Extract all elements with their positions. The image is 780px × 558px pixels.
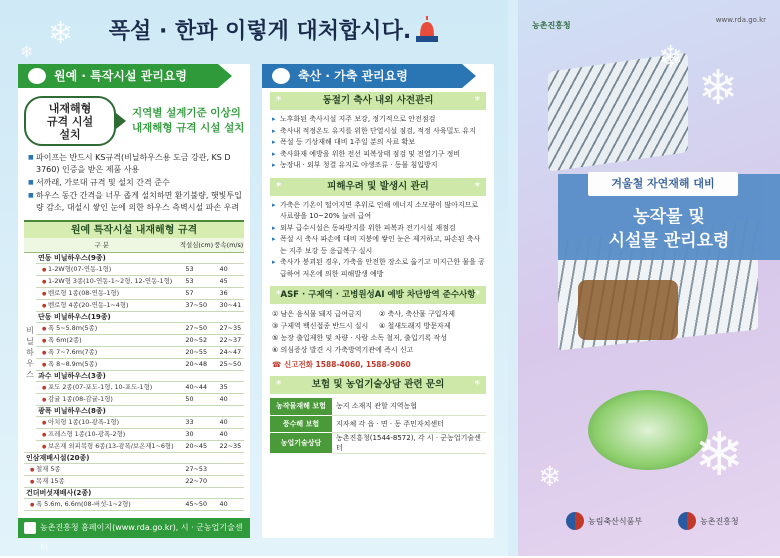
box-title-text: 동절기 축사 내외 사전관리: [322, 95, 434, 106]
cell-snow: [179, 452, 213, 463]
table-row: [24, 346, 244, 358]
government-emblem-icon: [678, 512, 696, 530]
table-row: [24, 428, 244, 440]
rda-org-logo: [678, 512, 739, 530]
table-row: [24, 416, 244, 428]
hotline: [272, 358, 486, 372]
website-url: www.rda.go.kr: [715, 16, 766, 24]
table-row: [24, 334, 244, 346]
cover-ribbon: 겨울철 자연재해 대비: [588, 172, 738, 196]
cell-label: [36, 346, 179, 358]
cell-label: [36, 334, 179, 346]
row-label: ● 폭 5.6m, 6.6m(08-버섯-1~2형): [26, 500, 131, 508]
row-label: ● 폭 8~8.9m(5종): [38, 360, 97, 368]
table-row: [24, 358, 244, 370]
cell-label: [36, 370, 179, 381]
table-header-row: [24, 238, 244, 252]
cell-snow: 20~45: [179, 440, 213, 452]
callout-text: 지역별 설계기준 이상의 내재해형 규격 시설 설치: [132, 107, 245, 134]
asterisk-icon: *: [276, 180, 282, 192]
livestock-panel: [262, 64, 494, 538]
contact-key: 농업기술상담: [270, 432, 332, 453]
cell-snow: 27~50: [179, 322, 213, 334]
box-title: [270, 178, 486, 196]
asterisk-icon: *: [276, 289, 282, 300]
vertical-label: 비 닐 하 우 스: [24, 252, 36, 452]
cell-label: [36, 440, 179, 452]
hotline-text: 신고전화 1588-4060, 1588-9060: [283, 360, 411, 369]
list-item: ⑥ 의심증상 발견 시 가축방역기관에 즉시 신고: [272, 346, 414, 354]
cell-wind: 40: [214, 263, 244, 275]
cell-label: [36, 287, 179, 299]
snowflake-icon: ❄: [658, 40, 684, 75]
box-title-text: 피해우려 및 발생시 관리: [327, 180, 429, 192]
cell-label: [36, 405, 179, 416]
row-label: ● 프레스형 1종(10-광폭-2형): [38, 430, 125, 438]
row-label: ● 감귤 1종(08-감귤-1형): [38, 395, 113, 403]
cell-snow: 33: [179, 416, 213, 428]
table-row: [24, 381, 244, 393]
table-row: [24, 370, 244, 381]
table-row: [24, 440, 244, 452]
cell-label: [36, 393, 179, 405]
table-row: [24, 252, 244, 263]
cell-wind: 27~35: [214, 322, 244, 334]
snowflake-icon: ❄: [538, 460, 562, 493]
list-item: ■ 파이프는 반드시 KS규격(비닐하우스용 도금 강관, KS D 3760) 인증을 받은 제품 사용: [28, 152, 244, 176]
cell-snow: 53: [179, 275, 213, 287]
org-name: 농촌진흥청: [700, 516, 739, 526]
box-title-text: ASF · 구제역 · 고병원성AI 예방 차단방역 준수사항: [280, 290, 476, 300]
cell-label: [36, 428, 179, 440]
cover-banner: [558, 174, 780, 260]
cell-wind: [214, 452, 244, 463]
list-item: ④ 철새도래지 방문자제: [379, 322, 451, 330]
siren-icon: [412, 16, 442, 44]
asterisk-icon: *: [474, 379, 480, 390]
cell-wind: 22~37: [214, 334, 244, 346]
cell-snow: 37~50: [179, 299, 213, 311]
table-row: [270, 432, 486, 453]
cell-label: [24, 498, 179, 510]
cell-snow: 45~50: [179, 498, 213, 510]
table-row: [24, 275, 244, 287]
list-item: ■ 서까래, 가로대 규격 및 설치 간격 준수: [28, 177, 244, 189]
contact-table: [270, 398, 486, 454]
cell-wind: 25~50: [214, 358, 244, 370]
cow-icon: [272, 68, 290, 84]
cell-wind: [214, 252, 244, 263]
cell-wind: [214, 463, 244, 475]
cell-label: [36, 311, 179, 322]
cell-label: [24, 487, 179, 498]
cell-snow: 22~70: [179, 475, 213, 487]
cell-snow: 27~53: [179, 463, 213, 475]
snowflake-icon: ❄: [694, 420, 745, 490]
cell-snow: 50: [179, 393, 213, 405]
cabbage-photo: [588, 390, 708, 470]
footer-text: 농촌진흥청 홈페이지(www.rda.go.kr), 시 · 군농업기술센터: [40, 523, 243, 552]
spec-table: [24, 238, 244, 511]
table-row: [24, 487, 244, 498]
cell-label: [24, 452, 179, 463]
row-label: 광폭 비닐하우스(8종): [38, 406, 106, 415]
cell-snow: [179, 370, 213, 381]
row-label: ● 벤로형 1종(08-연동-1형): [38, 289, 119, 297]
arrow-icon: [462, 64, 476, 88]
col-header: 적설심(cm): [179, 238, 213, 252]
list-item: ▸ 노후화된 축사시설 지주 보강, 정기적으로 안전점검: [272, 114, 486, 126]
cell-wind: [214, 311, 244, 322]
list-item: ▸ 축사가 붕괴된 경우, 가축을 안전한 장소로 옮기고 미지근한 물을 공급하여 저온에 의한 피해발생 예방: [272, 257, 486, 280]
section-title: 축산 · 가축 관리요령: [262, 64, 462, 88]
snowflake-icon: ❄: [698, 60, 739, 116]
asterisk-icon: *: [474, 289, 480, 300]
cover-title-line2: 시설물 관리요령: [608, 231, 730, 251]
horticulture-section-header: [18, 64, 250, 88]
row-label: ● 아치형 1종(10-광폭-1형): [38, 418, 119, 426]
cell-label: [36, 358, 179, 370]
footer-contact: [18, 518, 250, 552]
table-row: [24, 299, 244, 311]
cell-snow: [179, 252, 213, 263]
arrow-right-icon: [116, 113, 126, 129]
rda-logo-icon: [24, 522, 36, 534]
cell-label: [36, 381, 179, 393]
asterisk-icon: *: [474, 180, 480, 192]
cell-snow: [179, 311, 213, 322]
cell-label: [36, 275, 179, 287]
cell-snow: 20~55: [179, 346, 213, 358]
list-item: ⑤ 농장 출입제한 및 차량 · 사람 소독 철저, 출입기록 작성: [272, 334, 447, 342]
row-label: ● 1-2W형 3종(10-연동-1~2형, 12-연동-1형): [38, 277, 172, 285]
row-label: 과수 비닐하우스(3종): [38, 371, 106, 380]
asterisk-icon: *: [276, 95, 282, 106]
arrow-icon: [218, 64, 232, 88]
table-row: [270, 398, 486, 415]
cell-label: [24, 463, 179, 475]
damage-list: [262, 196, 494, 283]
phone-icon: ☎: [272, 360, 284, 369]
contact-key: 농작물재해 보험: [270, 398, 332, 415]
quarantine-grid: [262, 304, 494, 356]
list-item: ▸ 폭설 등 기상재해 대비 1주일 분의 사료 확보: [272, 137, 486, 149]
cover-panel: [518, 0, 780, 556]
cell-snow: 57: [179, 287, 213, 299]
cell-label: [24, 475, 179, 487]
list-item: ▸ 가축은 기온이 떨어지면 추위로 인해 에너지 소모량이 많아지므로 사료량을 10~20% 늘려 급여: [272, 200, 486, 223]
cell-snow: [179, 487, 213, 498]
cell-snow: 53: [179, 263, 213, 275]
cell-wind: 30~41: [214, 299, 244, 311]
table-row: [24, 498, 244, 510]
asterisk-icon: *: [474, 95, 480, 106]
callout-box-text: 내재해형 규격 시설 설치: [46, 101, 94, 141]
section-title: 원예 · 특작시설 관리요령: [18, 64, 218, 88]
cell-label: [36, 263, 179, 275]
box-title-text: 보험 및 농업기술상담 관련 문의: [311, 379, 445, 390]
callout: [24, 96, 246, 146]
list-item: ▸ 폭설 시 축사 파손에 대비 지붕에 쌓인 눈은 제거하고, 파손된 축사는 지주 보강 등 응급복구 실시: [272, 234, 486, 257]
livestock-section-header: [262, 64, 494, 88]
box-title: [270, 376, 486, 394]
cell-wind: [214, 370, 244, 381]
cell-wind: 36: [214, 287, 244, 299]
contact-value: 농촌진흥청(1544-8572), 각 시 · 군농업기술센터: [332, 432, 486, 453]
contact-value: 지자체 각 읍 · 면 · 동 주민자치센터: [332, 415, 486, 432]
contact-key: 풍수해 보험: [270, 415, 332, 432]
page-title: 폭설 · 한파 이렇게 대처합시다.: [108, 19, 412, 44]
ministry-logo: [566, 512, 642, 530]
cell-wind: 35: [214, 381, 244, 393]
list-item: ■ 하우스 동간 간격을 너무 좁게 설치하면 환기불량, 햇빛투입량 감소, 대설시 쌓인 눈에 의한 하우스 측벽시설 파손 우려: [28, 190, 244, 214]
cattle-photo: [578, 280, 678, 340]
precaution-list: [262, 110, 494, 174]
spec-table-body: [24, 252, 244, 510]
cell-snow: 20~48: [179, 358, 213, 370]
cell-snow: [179, 405, 213, 416]
row-label: ● 폭 5~5.8m(5종): [38, 324, 97, 332]
horticulture-bullets: [18, 152, 250, 214]
list-item: ▸ 축사내 적정온도 유지를 위한 단열시설 점검, 적정 사육밀도 유지: [272, 126, 486, 138]
list-item: ③ 구제역 백신접종 반드시 실시: [272, 322, 369, 330]
row-label: ● 폭 6m(2종): [38, 336, 82, 344]
snowflake-icon: ❄: [48, 16, 74, 51]
cell-label: [36, 416, 179, 428]
cell-wind: 40: [214, 498, 244, 510]
list-item: ▸ 외부 급수시설은 동파방지를 위한 피복과 전기시설 재점검: [272, 223, 486, 235]
col-header: 풍속(m/s): [214, 238, 244, 252]
list-item: ① 남은 음식물 돼지 급여금지: [272, 310, 362, 318]
horticulture-panel: [18, 64, 250, 552]
list-item: ▸ 축사화재 예방을 위한 전선 피복상태 점검 및 전열기구 정비: [272, 149, 486, 161]
table-title: 원예 특작시설 내재해형 규격: [24, 220, 244, 238]
cell-wind: 40: [214, 428, 244, 440]
globe-icon: [28, 68, 46, 84]
cell-snow: 20~52: [179, 334, 213, 346]
asterisk-icon: *: [276, 379, 282, 390]
col-header: 구 분: [24, 238, 179, 252]
cell-snow: 30: [179, 428, 213, 440]
table-row: [24, 322, 244, 334]
cell-wind: 45: [214, 275, 244, 287]
snowflake-icon: ❄: [20, 42, 34, 61]
table-row: [24, 393, 244, 405]
cell-wind: [214, 487, 244, 498]
cell-wind: [214, 475, 244, 487]
row-label: ● 1-2W형(07-연동-1형): [38, 265, 111, 273]
org-name: 농림축산식품부: [588, 516, 643, 526]
logo-text: 농촌진흥청: [532, 21, 571, 30]
cell-label: [36, 322, 179, 334]
table-row: [24, 452, 244, 463]
row-label: ● 목재 15종: [26, 477, 65, 485]
cell-snow: 40~44: [179, 381, 213, 393]
row-label: 단동 비닐하우스(19종): [38, 312, 111, 321]
box-title: [270, 92, 486, 110]
table-row: [24, 475, 244, 487]
cell-wind: 40: [214, 393, 244, 405]
contact-value: 농지 소재지 관할 지역농협: [332, 398, 486, 415]
cell-label: [36, 252, 179, 263]
table-row: [270, 415, 486, 432]
cell-wind: [214, 405, 244, 416]
callout-box: [24, 96, 116, 146]
cell-label: [36, 299, 179, 311]
table-row: [24, 311, 244, 322]
table-row: [24, 287, 244, 299]
row-label: ● 철재 5종: [26, 465, 61, 473]
row-label: ● 벤로형 4종(20-연동-1~4형): [38, 301, 128, 309]
table-row: [24, 405, 244, 416]
cell-wind: 40: [214, 416, 244, 428]
list-item: ▸ 농장내 · 외부 청결 유지로 야생조류 · 동물 침입방지: [272, 160, 486, 172]
table-row: [24, 463, 244, 475]
cell-wind: 22~35: [214, 440, 244, 452]
cover-title-line1: 농작물 및: [633, 207, 705, 227]
list-item: ② 축사, 축산물 구입자제: [379, 310, 456, 318]
rda-logo: [532, 20, 571, 31]
row-label: 인삼재배시설(20종): [26, 453, 90, 462]
cell-wind: 24~47: [214, 346, 244, 358]
row-label: 건더버섯재배사(2종): [26, 488, 92, 497]
government-emblem-icon: [566, 512, 584, 530]
row-label: 연동 비닐하우스(9종): [38, 253, 106, 262]
row-label: ● 보온재 외피복형 6종(13-광폭/보온재1~6형): [38, 442, 174, 450]
row-label: ● 폭 7~7.6m(7종): [38, 348, 97, 356]
table-row: [24, 263, 244, 275]
row-label: ● 포도 2종(07-포도-1형, 10-포도-1형): [38, 383, 152, 391]
box-title: [270, 286, 486, 304]
